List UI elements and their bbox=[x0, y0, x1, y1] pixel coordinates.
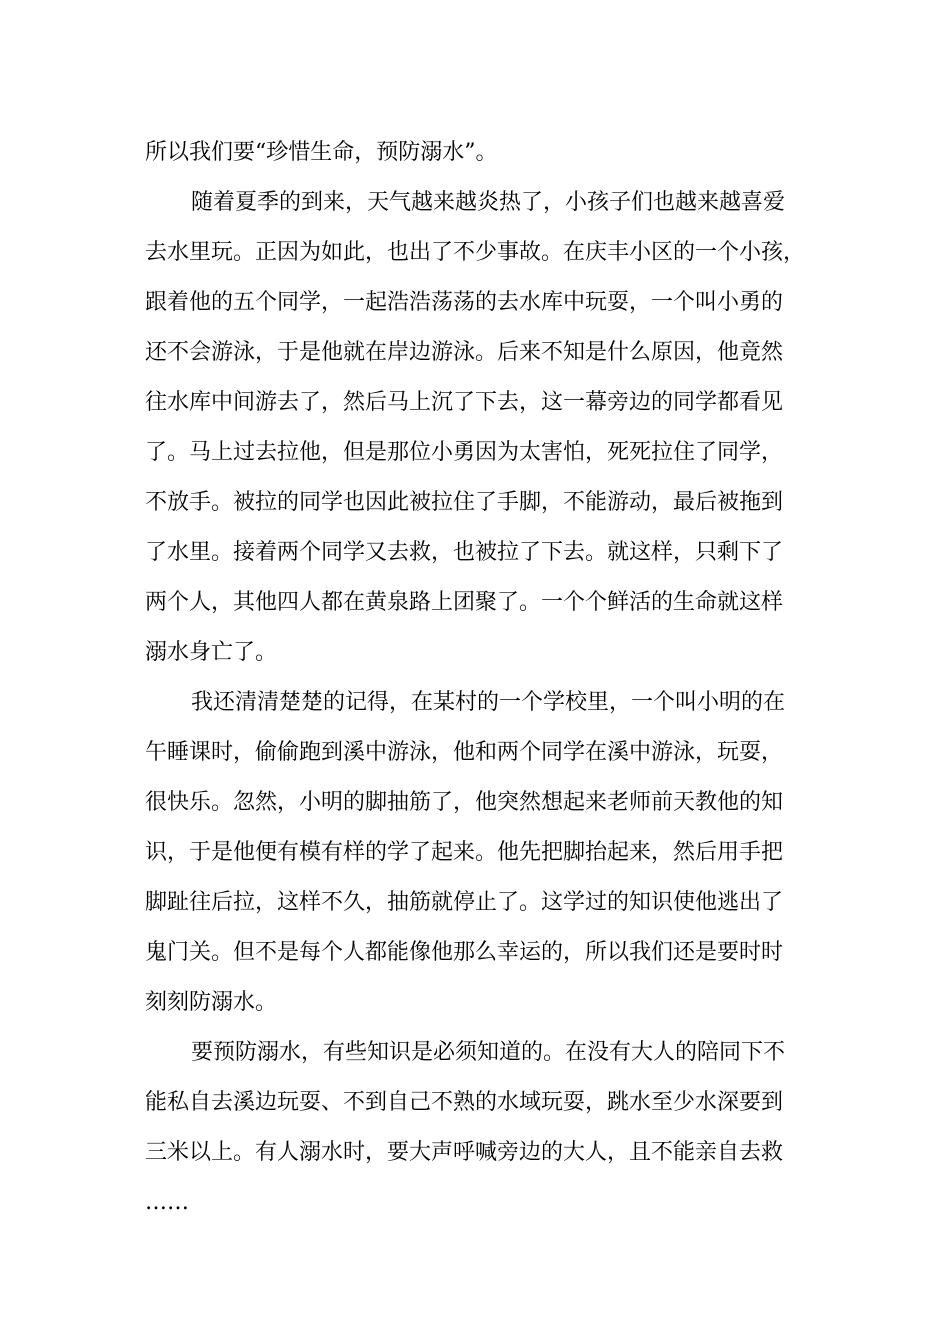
text-line: 脚趾往后拉，这样不久，抽筋就停止了。这学过的知识使他逃出了 bbox=[145, 890, 784, 915]
paragraph-start-line: 我还清清楚楚的记得，在某村的一个学校里，一个叫小明的在 bbox=[191, 690, 786, 715]
text-line: 鬼门关。但不是每个人都能像他那么幸运的，所以我们还是要时时 bbox=[145, 940, 784, 965]
text-line: 能私自去溪边玩耍、不到自己不熟的水域玩耍，跳水至少水深要到 bbox=[145, 1090, 784, 1115]
text-line: 刻刻防溺水。 bbox=[145, 990, 278, 1015]
text-line: 很快乐。忽然，小明的脚抽筋了，他突然想起来老师前天教他的知 bbox=[145, 790, 784, 815]
text-line: 了。马上过去拉他，但是那位小勇因为太害怕，死死拉住了同学， bbox=[145, 440, 784, 465]
text-line: 所以我们要“珍惜生命，预防溺水”。 bbox=[145, 140, 498, 165]
text-line: 去水里玩。正因为如此，也出了不少事故。在庆丰小区的一个小孩， bbox=[145, 240, 806, 265]
text-line: …… bbox=[145, 1190, 189, 1215]
text-line: 了水里。接着两个同学又去救，也被拉了下去。就这样，只剩下了 bbox=[145, 540, 784, 565]
text-line: 往水库中间游去了，然后马上沉了下去，这一幕旁边的同学都看见 bbox=[145, 390, 784, 415]
essay-body bbox=[145, 128, 835, 1228]
paragraph-start-line: 随着夏季的到来，天气越来越炎热了，小孩子们也越来越喜爱 bbox=[191, 190, 786, 215]
text-line: 不放手。被拉的同学也因此被拉住了手脚，不能游动，最后被拖到 bbox=[145, 490, 784, 515]
text-line: 三米以上。有人溺水时，要大声呼喊旁边的大人，且不能亲自去救 bbox=[145, 1140, 784, 1165]
text-line: 还不会游泳，于是他就在岸边游泳。后来不知是什么原因，他竟然 bbox=[145, 340, 784, 365]
paragraph-start-line: 要预防溺水，有些知识是必须知道的。在没有大人的陪同下不 bbox=[191, 1040, 786, 1065]
text-line: 两个人，其他四人都在黄泉路上团聚了。一个个鲜活的生命就这样 bbox=[145, 590, 784, 615]
text-line: 溺水身亡了。 bbox=[145, 640, 278, 665]
text-line: 跟着他的五个同学，一起浩浩荡荡的去水库中玩耍，一个叫小勇的 bbox=[145, 290, 784, 315]
text-line: 识，于是他便有模有样的学了起来。他先把脚抬起来，然后用手把 bbox=[145, 840, 784, 865]
text-line: 午睡课时，偷偷跑到溪中游泳，他和两个同学在溪中游泳，玩耍， bbox=[145, 740, 784, 765]
